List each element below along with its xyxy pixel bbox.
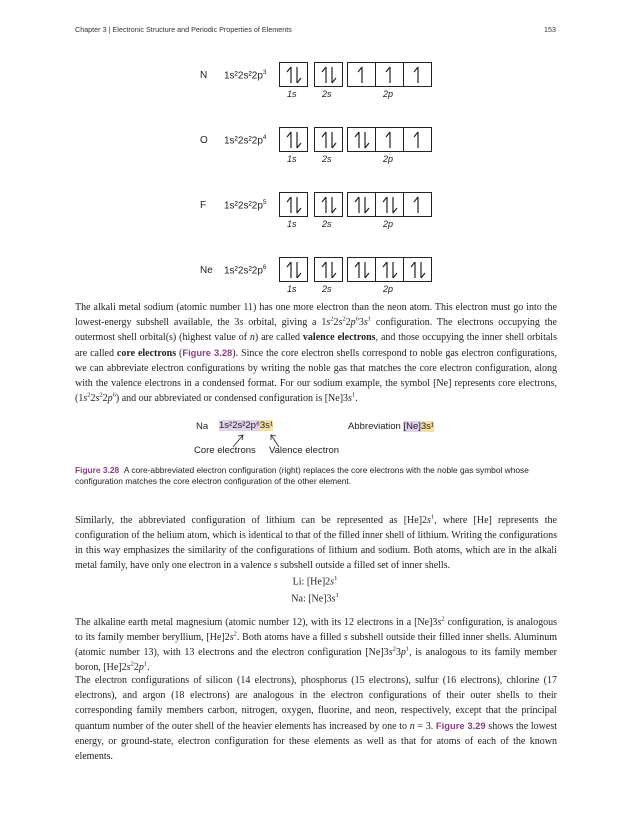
term-valence-electrons: valence electrons [302, 332, 376, 343]
orbital-row-f [0, 192, 630, 232]
figure-caption: Figure 3.28 A core-abbreviated electron configuration (right) replaces the core electrons with the noble gas symbol whose configuration matches the core electron configuration of the other element. [75, 465, 529, 486]
figure-3-29-link[interactable]: Figure 3.29 [435, 720, 486, 731]
box-2p [347, 192, 432, 217]
valence-config-highlight: 3s¹ [259, 420, 274, 431]
element-symbol: Ne [200, 265, 213, 276]
caption-label: Figure 3.28 [75, 465, 120, 475]
abbrev-valence-highlight: 3s¹ [420, 421, 435, 432]
element-symbol: F [200, 200, 207, 211]
up-arrow-icon [403, 63, 431, 86]
label-2s: 2s [322, 154, 332, 164]
paired-arrows-icon [403, 258, 431, 281]
abbrev-core-highlight: [Ne] [403, 421, 421, 432]
box-2s [314, 257, 343, 282]
orbital-row-ne [0, 257, 630, 297]
term-core-electrons: core electrons [116, 348, 177, 359]
label-2s: 2s [322, 89, 332, 99]
electron-configuration: $1s^22s^22p^4$ [224, 134, 267, 147]
paired-arrows-icon [348, 193, 375, 216]
equation-lithium: Li: $[He]2s^1$ [292, 575, 338, 588]
label-1s: 1s [287, 89, 297, 99]
up-arrow-icon [375, 63, 403, 86]
paired-arrows-icon [348, 128, 375, 151]
label-2p: 2p [383, 89, 394, 99]
paired-arrows-icon [280, 258, 307, 281]
label-2p: 2p [383, 219, 394, 229]
box-2p [347, 62, 432, 87]
paired-arrows-icon [280, 128, 307, 151]
figure-na-config [219, 420, 273, 431]
page-number: 153 [544, 25, 556, 34]
paired-arrows-icon [280, 193, 307, 216]
up-arrow-icon [403, 193, 431, 216]
paragraph-magnesium: The alkaline earth metal magnesium (atomic number 12), with its 12 electrons in a $[Ne]3s^2$ configuration, is analogous to its family member beryllium, $[He]2s^2$. Both atoms have a filled s subshell outside their filled inner shells. Aluminum (atomic number 13), with 13 electrons and the electron configuration $[Ne]3s^23p^1$, is analogous to its family member boron, $[He]2s^22p^1$. [75, 615, 558, 673]
paragraph-lithium: Similarly, the abbreviated configuration of lithium can be represented as $[He]2s^1$, where [He] represents the configuration of the helium atom, which is identical to that of the filled inner shell of lithium. Writing the configurations in this way emphasizes the similarity of the configurations of lithium and sodium. Both atoms, which are in the alkali metal family, have only one electron in a valence s subshell outside a filled set of inner shells. [75, 513, 557, 571]
element-symbol: N [200, 70, 208, 81]
figure-abbreviation: Abbreviation [Ne]3s¹ [348, 421, 435, 432]
box-2p [347, 127, 432, 152]
label-1s: 1s [287, 154, 297, 164]
box-1s [279, 192, 308, 217]
paired-arrows-icon [375, 258, 403, 281]
box-2s [314, 127, 343, 152]
label-1s: 1s [287, 284, 297, 294]
valence-electron-label: Valence electron [269, 445, 340, 456]
up-arrow-icon [403, 128, 431, 151]
orbital-row-o [0, 127, 630, 167]
paired-arrows-icon [315, 258, 342, 281]
paired-arrows-icon [375, 193, 403, 216]
electron-configuration: $1s^22s^22p^6$ [224, 264, 267, 277]
core-electrons-label: Core electrons [194, 445, 256, 456]
box-1s [279, 62, 308, 87]
figure-3-28-link[interactable]: Figure 3.28 [182, 347, 233, 358]
paragraph-period-3: The electron configurations of silicon (14 electrons), phosphorus (15 electrons), sulfur (16 electrons), chlorine (17 electrons), and argon (18 electrons) are analogous in the electron configurations of their outer shells to their corresponding family members carbon, nitrogen, oxygen, fluorine, and neon, respectively, except that the principal quantum number of the outer shell of the heavier elements has increased by one to n = 3. Figure 3.29 shows the lowest energy, or ground-state, electron configuration for these elements as well as that for atoms of each of the known elements. [75, 675, 558, 762]
label-2s: 2s [322, 219, 332, 229]
electron-configuration: $1s^22s^22p^3$ [224, 69, 267, 82]
orbital-row-n [0, 62, 630, 102]
label-1s: 1s [287, 219, 297, 229]
label-2p: 2p [383, 154, 394, 164]
label-2s: 2s [322, 284, 332, 294]
paired-arrows-icon [315, 63, 342, 86]
box-2p [347, 257, 432, 282]
label-2p: 2p [383, 284, 394, 294]
element-symbol: O [200, 135, 208, 146]
box-1s [279, 127, 308, 152]
paired-arrows-icon [280, 63, 307, 86]
paired-arrows-icon [348, 258, 375, 281]
box-2s [314, 62, 343, 87]
paired-arrows-icon [315, 128, 342, 151]
core-config-highlight: 1s²2s²2p⁶ [219, 420, 260, 431]
up-arrow-icon [375, 128, 403, 151]
box-1s [279, 257, 308, 282]
up-arrow-icon [348, 63, 375, 86]
paragraph-sodium: The alkali metal sodium (atomic number 11) has one more electron than the neon atom. This electron must go into the lowest-energy subshell available, the 3s orbital, giving a $1s^22s^22p^63s^1$ configuration. The electrons occupying the outermost shell orbital(s) (highest value of n) are called valence electrons, and those occupying the inner shell orbitals are called core electrons (Figure 3.28). Since the core electron shells correspond to noble gas electron configurations, we can abbreviate electron configurations by writing the noble gas that matches the core electron configuration, along with the valence electrons in a condensed format. For our sodium example, the symbol [Ne] represents core electrons, $(1s^22s^22p^6)$ and our abbreviated or condensed configuration is $[Ne]3s^1$. [75, 302, 557, 404]
chapter-header: Chapter 3 | Electronic Structure and Periodic Properties of Elements [75, 25, 292, 34]
figure-element-na: Na [196, 421, 209, 432]
box-2s [314, 192, 343, 217]
equation-sodium: Na: $[Ne]3s^1$ [291, 592, 339, 605]
electron-configuration: $1s^22s^22p^5$ [224, 199, 267, 212]
paired-arrows-icon [315, 193, 342, 216]
